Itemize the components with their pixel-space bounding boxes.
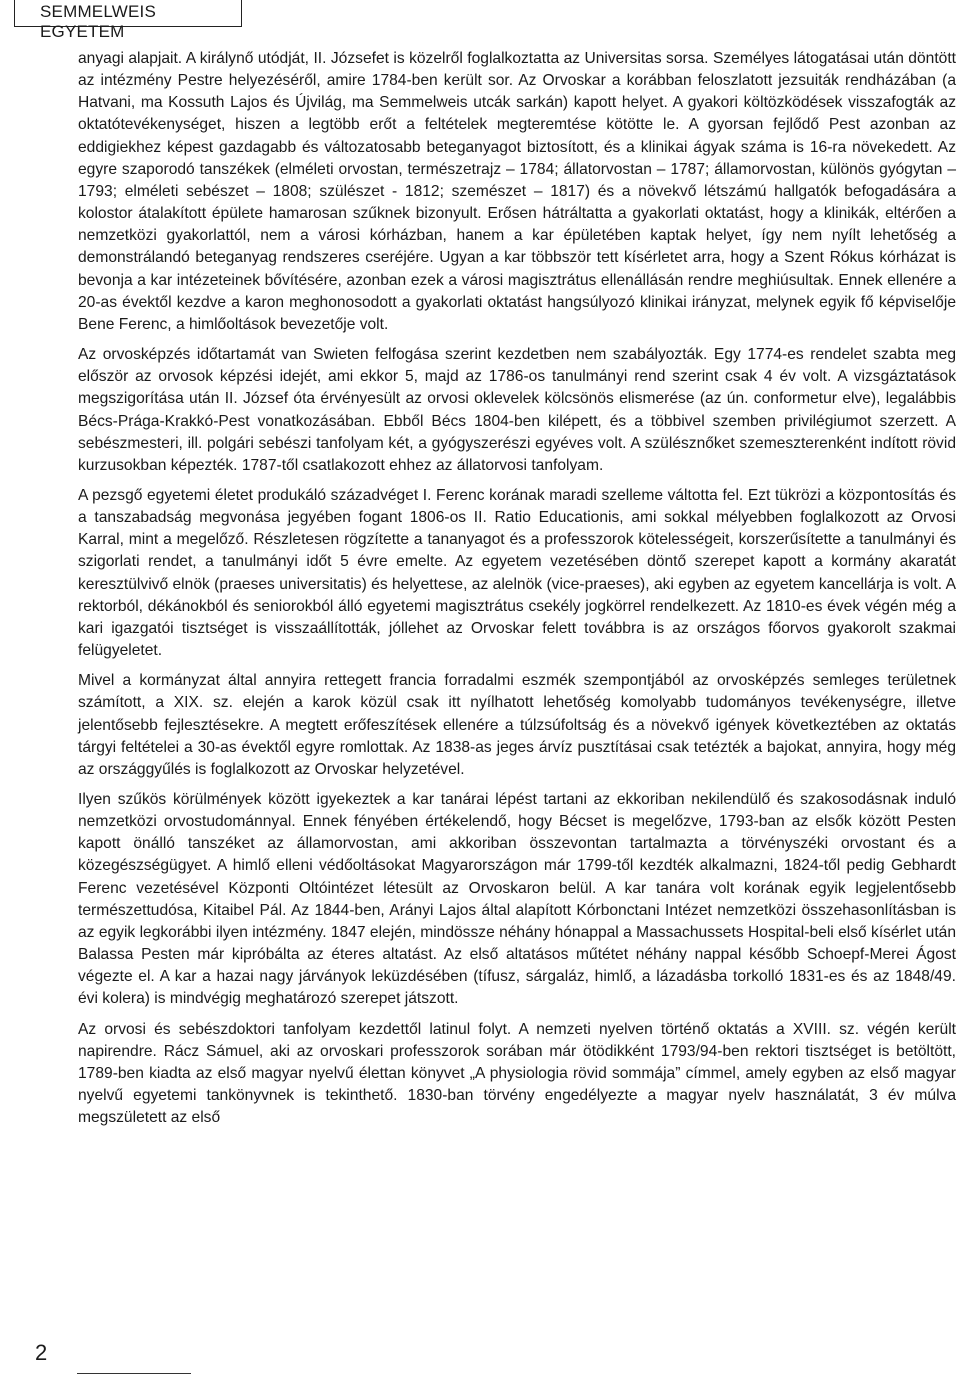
paragraph: Ilyen szűkös körülmények között igyekeztek a kar tanárai lépést tartani az ekkoriban nekilendülő és szakosodásnak induló nemzetközi orvostudománnyal. Ennek fényében értékelendő, hogy Bécset is megelőzve, 1793-ban az elsők között Pesten kapott önálló tanszéket az államorvostan, ami akkoriban összevontan tartalmazta a törvényszéki orvostant és a közegészségügyet. A himlő elleni védőoltásokat Magyarországon már 1799-től kezdték alkalmazni, 1824-től pedig Gebhardt Ferenc vezetésével Központi Oltóintézet létesült az Orvoskaron belül. A kar tanára volt korának egyik legjelentősebb természettudósa, Kitaibel Pál. Az 1844-ben, Arányi Lajos által alapított Kórbonctani Intézet nemzetközi összehasonlításban is az egyik legkorábbi ilyen intézmény. 1847 elején, mindössze néhány hónappal a Massachussets Hospital-beli első kísérlet után Balassa Pesten már kipróbálta az éteres altatást. Az első altatásos műtétet néhány nappal később Schoepf-Merei Ágost végezte el. A kar a hazai nagy járványok leküzdésében (tífusz, sárgaláz, himlő, a lázadásba torkolló 1831-es és az 1848/49. évi kolera) is mindvégig meghatározó szerepet játszott. bbox=[78, 791, 956, 1008]
paragraph: Az orvosi és sebészdoktori tanfolyam kezdettől latinul folyt. A nemzeti nyelven történő oktatás a XVIII. sz. végén került napirendre. Rácz Sámuel, aki az orvoskari professzorok sorában már ötödikként 1793/94-ben rektori tisztséget is betöltött, 1789-ben kiadta az első magyar nyelvű élettan könyvet „A physiologia rövid sommája” címmel, amely egyben az első magyar nyelvű egyetemi tankönyvnek is tekinthető. 1830-ban törvény engedélyezte a magyar nyelv használatát, 3 év múlva megszületett az első bbox=[78, 1020, 956, 1127]
running-header bbox=[14, 0, 242, 41]
body-text bbox=[78, 48, 956, 1129]
paragraph: A pezsgő egyetemi életet produkáló századvéget I. Ferenc korának maradi szelleme váltotta fel. Ezt tükrözi a központosítás és a tanszabadság megvonása jegyében fogant 1806-os II. Ratio Educationis, ami sokkal mélyebben foglalkozott az Orvosi Karral, mint a megelőző. Részletesen rögzítette a tananyagot és a professzorok kötelességeit, korszerűsítette a tanulmányi és szigorlati rendet, a tanulmányi időt 5 évre emelte. Az egyetem vezetésében döntő szerepet kapott a kormány akaratát keresztülvivő elnök (praeses universitatis) és helyettese, az alelnök (vice-praeses), aki egyben az egyetem kancellárja is volt. A rektorból, dékánokból és seniorokból álló egyetemi magisztrátus csekély jogkörrel rendelkezett. Az 1810-es évek végén még a kari igazgatói tisztséget is visszaállították, jóllehet az Orvoskar felett továbbra is az országos főorvos gyakorolt szakmai felügyeletet. bbox=[78, 486, 956, 660]
paragraph: Mivel a kormányzat által annyira rettegett francia forradalmi eszmék szempontjából az orvosképzés semleges területnek számított, a XIX. sz. elején a karok közül csak itt nyílhatott lehetőség komolyabb tudományos tevékenységre, illetve jelentősebb fejlesztésekre. A megtett erőfeszítések ellenére a túlzsúfoltság és a növekvő igények következtében az oktatás tárgyi feltételei a 30-as évektől egyre romlottak. Az 1838-as jeges árvíz pusztításai csak tetézték a bajokat, annyira, hogy még az országgyűlés is foglalkozott az Orvoskar helyzetével. bbox=[78, 672, 956, 778]
page-number: 2 bbox=[35, 1340, 48, 1365]
paragraph: Az orvosképzés időtartamát van Swieten felfogása szerint kezdetben nem szabályozták. Egy 1774-es rendelet szabta meg először az orvosok képzési idejét, ami ekkor 5, majd az 1786-os tanulmányi rend szerint csak 4 év volt. A vizsgáztatások megszigorítása után II. József óta érvényesült az orvosi oklevelek kölcsönös elismerése (az ún. conformetur elve), legalábbis Bécs-Prága-Krakkó-Pest vonatkozásában. Ebből Bécs 1804-ben kilépett, és a többivel szemben privilégiumot szerzett. A sebészmesteri, ill. polgári sebészi tanfolyam két, a gyógyszerészi egyéves volt. A szülésznőket szemeszterenként indított rövid kurzusokban képezték. 1787-től csatlakozott ehhez az állatorvosi tanfolyam. bbox=[78, 346, 956, 474]
running-header-title: SEMMELWEIS EGYETEM bbox=[40, 2, 156, 41]
footer-divider bbox=[77, 1373, 191, 1374]
paragraph: anyagi alapjait. A királynő utódját, II. Józsefet is közelről foglalkoztatta az Universitas sorsa. Személyes látogatásai után döntött az intézmény Pestre helyezéséről, amire 1784-ben került sor. Az Orvoskar a korábban feloszlatott jezsuiták rendházában (a Hatvani, ma Kossuth Lajos és Újvilág, ma Semmelweis utcák sarkán) kapott helyet. A gyakori költözködések visszafogták az oktatótevékenységet, hiszen a legtöbb erőt a feltételek megteremtése kötötte le. A gyorsan fejlődő Pest azonban az eddigiekhez képest gazdagabb és változatosabb beteganyagot biztosított, és a klinikai ágyak száma is 16-ra növekedett. Az egyre szaporodó tanszékek (elméleti orvostan, természetrajz – 1784; állatorvostan – 1787; államorvostan, különös gyógytan – 1793; elméleti sebészet – 1808; szülészet - 1812; szemészet – 1817) és a növekvő létszámú hallgatók befogadására a kolostor átalakított épülete hamarosan szűknek bizonyult. Erősen hátráltatta a gyakorlati oktatást, hogy a klinikák, eltérően a nemzetközi gyakorlattól, nem a városi kórházban, hanem a kar épületében kaptak helyet, így nem nyílt lehetőség a demonstrálandó beteganyag rendszeres cseréjére. Ugyan a kar többször tett kísérletet arra, hogy a Szent Rókus kórházat is bevonja a kar intézeteinek bővítésére, azonban ezek a városi magisztrátus ellenállásán rendre meghiúsultak. Ennek ellenére a 20-as évektől kezdve a karon meghonosodott a gyakorlati oktatást hangsúlyozó klinikai irányzat, melynek egyik fő képviselője Bene Ferenc, a himlőoltások bevezetője volt. bbox=[78, 50, 956, 333]
